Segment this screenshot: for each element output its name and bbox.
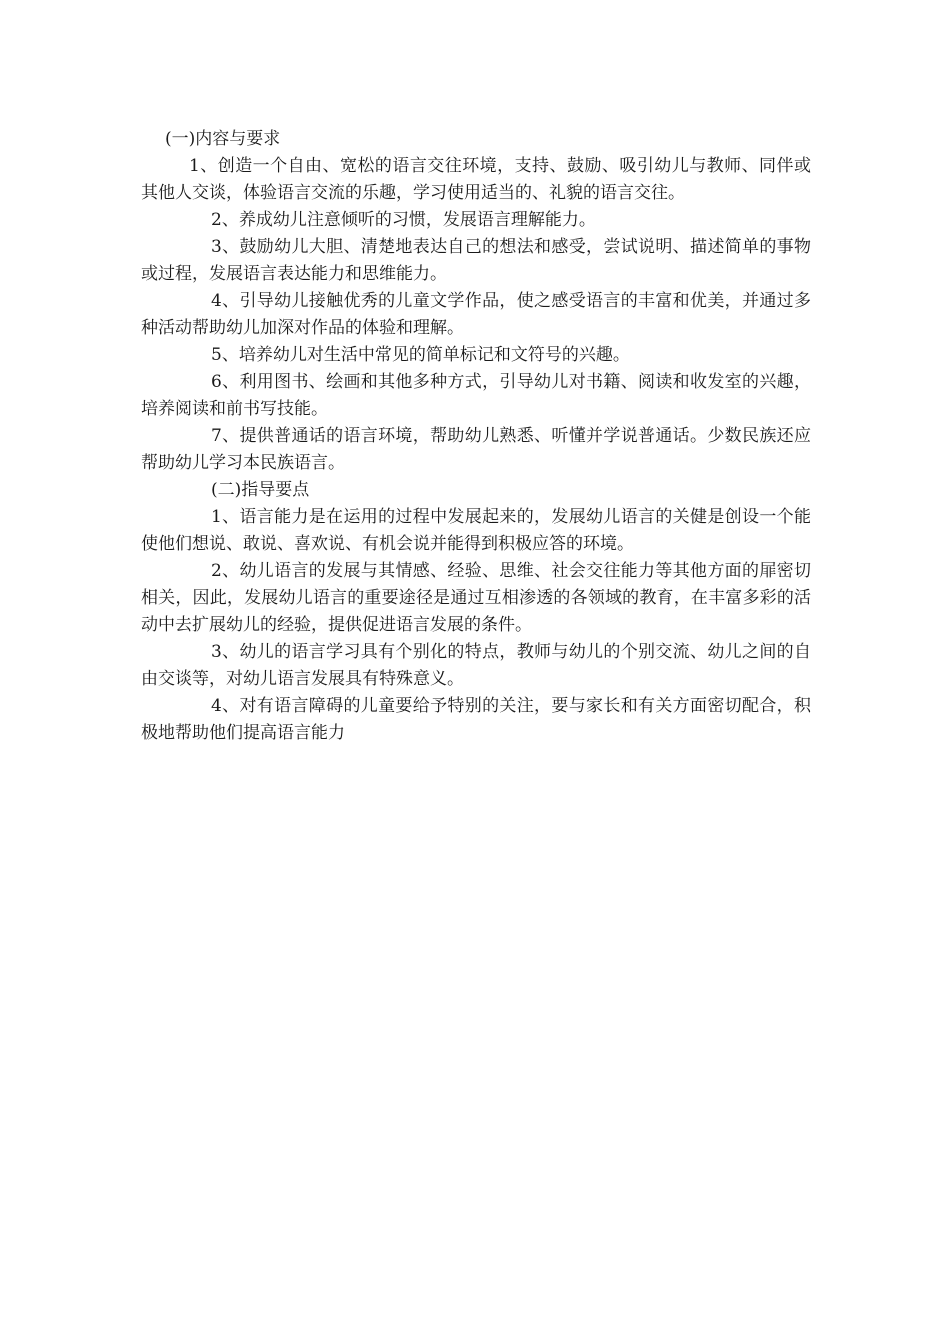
list-item: 7、提供普通话的语言环境，帮助幼儿熟悉、听懂并学说普通话。少数民族还应帮助幼儿学习本民族语言。 [141,426,811,473]
list-item: 3、鼓励幼儿大胆、清楚地表达自己的想法和感受，尝试说明、描述简单的事物或过程，发展语言表达能力和思维能力。 [141,237,811,284]
list-item: 4、对有语言障碍的儿童要给予特别的关注，要与家长和有关方面密切配合，积极地帮助他们提高语言能力 [141,696,811,743]
list-item: 3、幼儿的语言学习具有个别化的特点，教师与幼儿的个别交流、幼儿之间的自由交谈等，对幼儿语言发展具有特殊意义。 [141,642,811,689]
list-item: 2、幼儿语言的发展与其情感、经验、思维、社会交往能力等其他方面的屝密切相关，因此，发展幼儿语言的重要途径是通过互相渗透的各领域的教育，在丰富多彩的活动中去扩展幼儿的经验，提供促进语言发展的条件。 [141,561,811,635]
section-heading-guidance-points: (二)指导要点 [211,480,310,500]
list-item: 6、利用图书、绘画和其他多种方式，引导幼儿对书籍、阅读和收发室的兴趣，培养阅读和前书写技能。 [141,372,811,419]
section-heading-content-requirements: (一)内容与要求 [165,129,281,149]
list-item: 5、培养幼儿对生活中常见的简单标记和文符号的兴趣。 [211,345,630,365]
document-body [141,126,811,747]
list-item: 4、引导幼儿接触优秀的儿童文学作品，使之感受语言的丰富和优美，并通过多种活动帮助幼儿加深对作品的体验和理解。 [141,291,811,338]
list-item: 1、语言能力是在运用的过程中发展起来的，发展幼儿语言的关健是创设一个能使他们想说、敢说、喜欢说、有机会说并能得到积极应答的环境。 [141,507,811,554]
list-item: 2、养成幼儿注意倾听的习惯，发展语言理解能力。 [211,210,596,230]
list-item: 1、创造一个自由、宽松的语言交往环境，支持、鼓励、吸引幼儿与教师、同伴或其他人交谈，体验语言交流的乐趣，学习使用适当的、礼貌的语言交往。 [141,156,811,203]
